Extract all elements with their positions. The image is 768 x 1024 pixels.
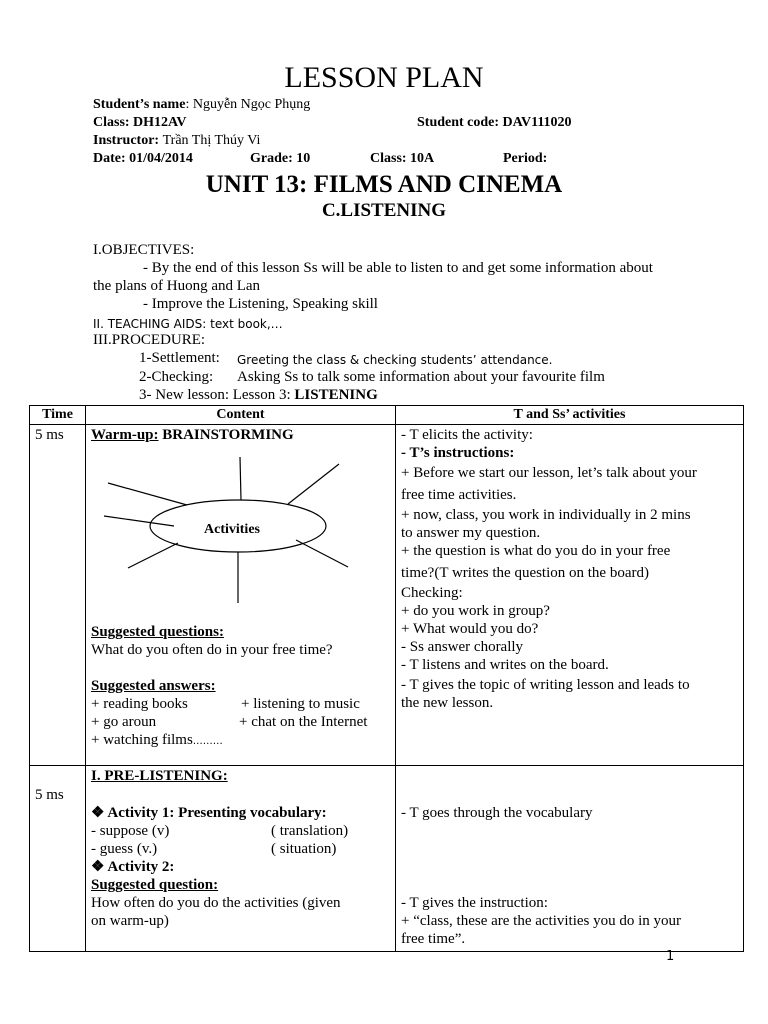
activity-line: the new lesson.	[401, 695, 494, 711]
answer-5: + watching films	[91, 732, 193, 748]
suggested-question-label: Suggested question:	[91, 877, 219, 893]
answer-4: + chat on the Internet	[239, 714, 368, 730]
settlement-text: Greeting the class & checking students’ attendance.	[237, 353, 553, 367]
activity-line: to answer my question.	[401, 525, 541, 541]
activity-line: + “class, these are the activities you do in your	[401, 913, 682, 929]
activity-line: - T gives the instruction:	[401, 895, 548, 911]
diagram-spoke	[108, 483, 187, 505]
instructor-value: Trần Thị Thúy Vi	[162, 133, 261, 148]
activity-line: - T elicits the activity:	[401, 427, 533, 443]
answer-1: + reading books	[91, 696, 188, 712]
pre-listening-heading: I. PRE-LISTENING:	[91, 768, 228, 784]
date: Date: 01/04/2014	[93, 151, 193, 166]
header-activities: T and Ss’ activities	[396, 406, 744, 425]
objective-1a: - By the end of this lesson Ss will be able to listen to and get some information about	[143, 260, 653, 276]
activity-line: - Ss answer chorally	[401, 639, 524, 655]
warmup-bold: BRAINSTORMING	[162, 427, 294, 443]
vocab-2: - guess (v.)	[91, 841, 158, 857]
suggested-question: What do you often do in your free time?	[91, 642, 333, 658]
time-cell	[30, 766, 86, 952]
activity-line: free time activities.	[401, 487, 517, 503]
page-number: 1	[666, 949, 675, 964]
table-row	[30, 766, 744, 952]
diagram-spoke	[288, 464, 339, 504]
content-cell	[86, 766, 396, 952]
period: Period:	[503, 151, 548, 166]
student-name-label: Student’s name	[93, 97, 186, 112]
header-content: Content	[86, 406, 396, 425]
instructor-label: Instructor:	[93, 133, 160, 148]
objective-2: - Improve the Listening, Speaking skill	[143, 296, 378, 312]
table-header-row	[30, 406, 744, 425]
time-cell	[30, 425, 86, 766]
activity-line: Checking:	[401, 585, 463, 601]
table-row	[30, 425, 744, 766]
student-name-line	[93, 96, 310, 114]
activity-line: + now, class, you work in individually in 2 mins	[401, 507, 691, 523]
activity-line: - T listens and writes on the board.	[401, 657, 609, 673]
warmup-label: Warm-up:	[91, 427, 159, 443]
content-cell	[86, 425, 396, 766]
vocab-1: - suppose (v)	[91, 823, 170, 839]
answer-2: + listening to music	[241, 696, 360, 712]
answer-5-dots: ………	[192, 736, 223, 747]
vocab-1-note: ( translation)	[271, 823, 349, 839]
activities-cell	[396, 425, 744, 766]
grade: Grade: 10	[250, 151, 311, 166]
question-line-b: on warm-up)	[91, 913, 169, 929]
lesson-table	[29, 405, 744, 952]
objective-1b: the plans of Huong and Lan	[93, 278, 261, 294]
unit-title: UNIT 13: FILMS AND CINEMA	[205, 171, 563, 198]
teaching-aids: II. TEACHING AIDS: text book,…	[93, 317, 283, 331]
section-title: C.LISTENING	[321, 200, 447, 221]
answer-3: + go aroun	[91, 714, 157, 730]
activity-line: time?(T writes the question on the board)	[401, 565, 649, 581]
activity-line: + the question is what do you do in your free	[401, 543, 671, 559]
activities-cell	[396, 766, 744, 952]
checking-label: 2-Checking:	[139, 369, 214, 385]
activity-2-heading: ❖ Activity 2:	[91, 859, 175, 875]
time-value: 5 ms	[35, 787, 64, 803]
activity-line: free time”.	[401, 931, 466, 947]
new-lesson-line	[139, 386, 378, 404]
activity-line: - T gives the topic of writing lesson and leads to	[401, 677, 690, 693]
class-name: Class: 10A	[370, 151, 435, 166]
diagram-center-label: Activities	[204, 522, 260, 537]
diagram-spoke	[296, 540, 348, 567]
diagram-spoke	[104, 516, 174, 526]
settlement-label: 1-Settlement:	[139, 350, 220, 366]
page-title: LESSON PLAN	[284, 61, 484, 94]
vocab-2-note: ( situation)	[271, 841, 337, 857]
student-name-value: : Nguyễn Ngọc Phụng	[185, 97, 311, 112]
student-code: Student code: DAV111020	[417, 115, 572, 130]
activity-line: + Before we start our lesson, let’s talk about your	[401, 465, 697, 481]
question-line-a: How often do you do the activities (given	[91, 895, 341, 911]
objectives-heading: I.OBJECTIVES:	[93, 242, 195, 258]
checking-text: Asking Ss to talk some information about your favourite film	[237, 369, 605, 385]
class-label: Class: DH12AV	[93, 115, 187, 130]
suggested-questions-label: Suggested questions:	[91, 624, 224, 640]
activity-line: - T goes through the vocabulary	[401, 805, 593, 821]
new-lesson-label: 3- New lesson: Lesson 3:	[139, 387, 291, 403]
activity-line: - T’s instructions:	[401, 445, 515, 461]
diagram-spoke	[240, 457, 241, 500]
time-value: 5 ms	[35, 427, 64, 443]
instructor-line	[93, 132, 260, 150]
diagram-spoke	[128, 543, 178, 568]
suggested-answers-label: Suggested answers:	[91, 678, 216, 694]
answer-5-line	[91, 731, 223, 751]
activity-1-heading: ❖ Activity 1: Presenting vocabulary:	[91, 805, 327, 821]
activity-line: + do you work in group?	[401, 603, 550, 619]
header-time: Time	[30, 406, 86, 425]
new-lesson-bold: LISTENING	[294, 387, 378, 403]
activity-line: + What would you do?	[401, 621, 539, 637]
procedure-heading: III.PROCEDURE:	[93, 332, 206, 348]
